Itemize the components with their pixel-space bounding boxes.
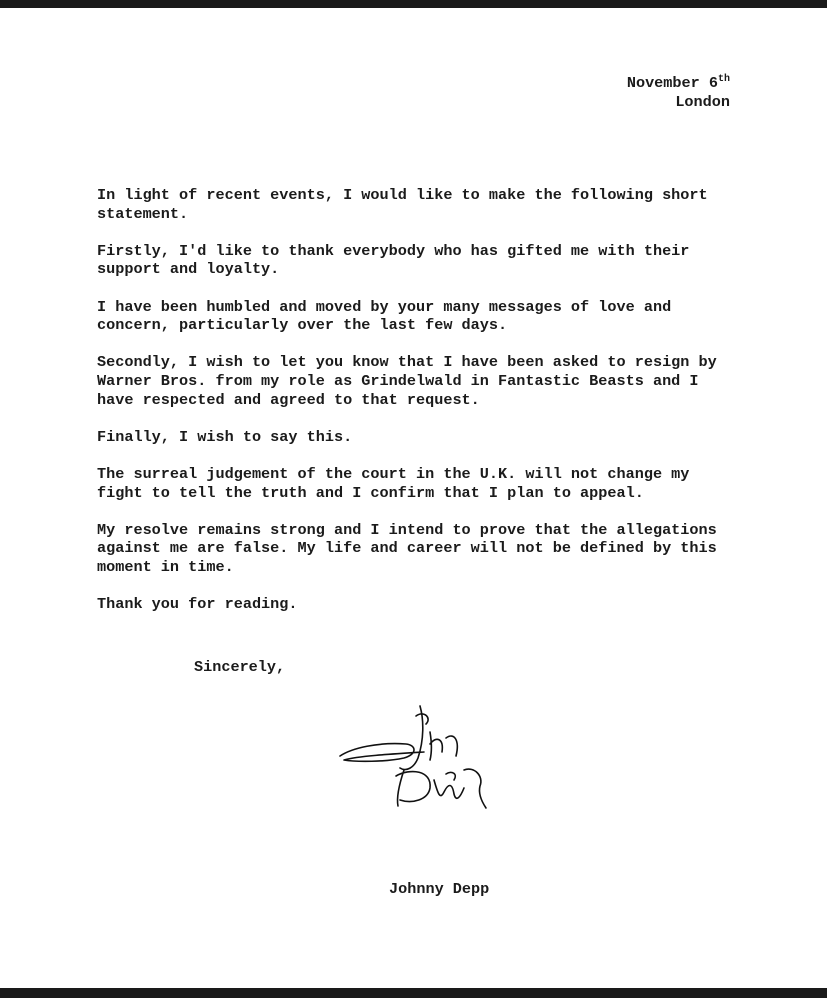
paragraph-line: Warner Bros. from my role as Grindelwald in Fantastic Beasts and I xyxy=(97,371,699,390)
paragraph-line: Finally, I wish to say this. xyxy=(97,427,353,446)
paragraph-line: I have been humbled and moved by your many messages of love and xyxy=(97,297,672,316)
paragraph-line: concern, particularly over the last few days. xyxy=(97,316,508,335)
letter-body xyxy=(97,186,733,632)
signature-image xyxy=(334,696,494,811)
paragraph-line: against me are false. My life and career will not be defined by this xyxy=(97,539,717,558)
paragraph-appeal xyxy=(97,465,733,502)
paragraph-line: statement. xyxy=(97,204,189,223)
paragraph-line: My resolve remains strong and I intend to prove that the allegations xyxy=(97,520,717,539)
letter-page xyxy=(0,8,827,988)
paragraph-line: fight to tell the truth and I confirm that I plan to appeal. xyxy=(97,483,644,502)
closing: Sincerely, xyxy=(194,658,286,676)
paragraph-line: The surreal judgement of the court in the U.K. will not change my xyxy=(97,464,690,483)
paragraph-resign xyxy=(97,353,733,409)
paragraph-thanks xyxy=(97,242,733,279)
letter-header xyxy=(627,74,730,111)
paragraph-humbled xyxy=(97,298,733,335)
signer-name: Johnny Depp xyxy=(389,880,490,898)
date-text: November 6 xyxy=(626,74,718,92)
paragraph-line: support and loyalty. xyxy=(97,260,280,279)
location-line: London xyxy=(675,92,730,111)
paragraph-line: In light of recent events, I would like to make the following short xyxy=(97,186,708,204)
paragraph-finally xyxy=(97,428,733,447)
paragraph-line: Secondly, I wish to let you know that I have been asked to resign by xyxy=(97,353,717,372)
paragraph-thank-you xyxy=(97,595,733,614)
date-suffix: th xyxy=(717,74,730,85)
paragraph-intro xyxy=(97,186,733,223)
paragraph-line: Thank you for reading. xyxy=(97,595,298,614)
date-line xyxy=(627,74,730,93)
paragraph-resolve xyxy=(97,521,733,577)
paragraph-line: Firstly, I'd like to thank everybody who has gifted me with their xyxy=(97,241,690,260)
paragraph-line: have respected and agreed to that request. xyxy=(97,390,480,409)
paragraph-line: moment in time. xyxy=(97,557,234,576)
